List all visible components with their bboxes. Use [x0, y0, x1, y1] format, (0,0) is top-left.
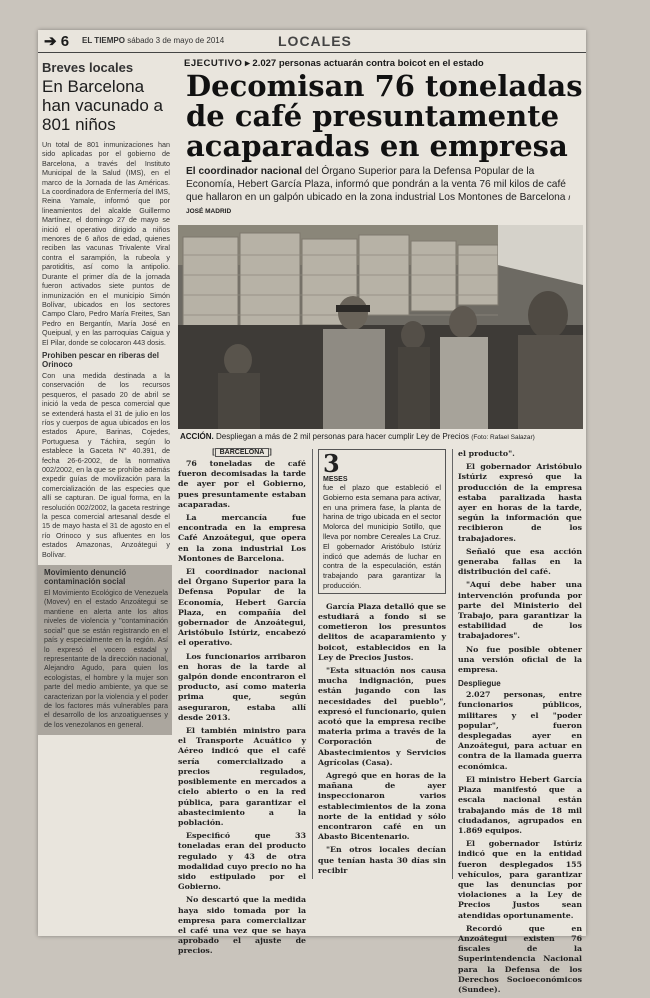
col1-p6: Especificó que 33 toneladas eran del producto regulado y 43 de otra modalidad cuyo precio no ha sido estipulado por el Gobierno.	[178, 831, 306, 892]
location-tag: [ BARCELONA ]	[212, 449, 272, 456]
deck-text: del Órgano Superior para la Defensa Popular de la Economía, Hebert García Plaza, informó que pondrán a la venta 76 mil kilos de café que hallaron en un galpón ubicado en la zona industrial Los Montones de Barcelona	[186, 166, 566, 203]
article-photo	[178, 225, 583, 429]
col3b-p4: Recordó que en Anzoátegui existen 76 fiscales de la Superintendencia Nacional para la Defensa de los Derechos Socioeconómicos (Sundee).	[458, 923, 582, 994]
body-column-2	[318, 449, 446, 879]
col2-p2: "Esta situación nos causa mucha indignación, pues están jugando con las necesidades del pueblo", expresó el funcionario, quien acotó que la empresa recibe materia prima a través de la Corporación de Abastecimientos y Servicios Agrícolas (Casa).	[318, 665, 446, 767]
col1-p4: Los funcionarios arribaron en horas de la tarde al galpón donde encontraron el producto, así como materia prima que, según aseguraron, estaba allí desde 2013.	[178, 651, 306, 722]
section-name: LOCALES	[278, 33, 352, 49]
col3-p1: el producto".	[458, 449, 515, 458]
caption-credit: (Foto: Rafael Salazar)	[471, 434, 535, 441]
briefs-column	[38, 54, 172, 934]
deck	[186, 165, 583, 217]
page-number: ➔ 6	[44, 33, 70, 50]
col3b-p3: El gobernador Istúriz indicó que en la entidad fueron desplegados 155 vehículos, para garantizar que las denuncias por violaciones a la Ley de Precios Justos sean atendidas oportunamente.	[458, 839, 582, 920]
briefs-heading: Breves locales	[42, 60, 134, 75]
col2-p1: García Plaza detalló que se estudiará a fondo si se cometieron los presuntos delitos de acaparamiento y boicot, establecidos en la Ley de Precios Justos.	[318, 601, 446, 662]
stat-number: 3	[323, 449, 340, 478]
brief-lead-title: En Barcelona han vacunado a 801 niños	[42, 77, 163, 134]
publication-name: EL TIEMPO	[82, 36, 125, 45]
deck-lead: El coordinador nacional	[186, 166, 303, 177]
body-column-1	[178, 449, 306, 960]
col3b-p1: 2.027 personas, entre funcionarios públicos, militares y el "poder popular", fueron desplegadas ayer en Anzoátegui, para actuar en contra de la llamada guerra económica.	[458, 690, 582, 771]
col2-p4: "En otros locales decían que tenían hasta 30 días sin recibir	[318, 845, 446, 875]
col3-p2: El gobernador Aristóbulo Istúriz expresó que la producción de la empresa estaba paralizada hasta ayer en horas de la tarde, según la información que recibieron de los trabajadores.	[458, 462, 582, 543]
byline: / JOSÉ MADRID	[186, 195, 571, 215]
caption-text: Despliegan a más de 2 mil personas para hacer cumplir Ley de Precios	[216, 432, 470, 441]
photo-caption	[180, 432, 581, 443]
stat-unit: MESES	[323, 476, 348, 483]
body-column-3	[458, 449, 582, 998]
photo-warehouse-inspection	[178, 225, 583, 429]
brief-lead-body: Un total de 801 inmunizaciones han sido aplicadas por el gobierno de Barcelona, a través del Instituto Municipal de la Salud (IMS), en el marco de la Jornada de las Américas. La coordinadora de Enfermería del IMS, Reina Yamale, informó que por lineamientos del alcalde Guillermo Martínez, el domingo 27 de mayo se inició el operativo dirigido a niños menores de 6 años de edad, quienes reciben las vacunas Trivalente Viral contra el sarampión, la rubeola y parotiditis, así como la antipolio. Durante el primer día de la jornada fueron activados siete puntos de inmunización en el municipio Simón Bolívar, ubicados en los sectores Campo Claro, Pedro María Freites, San Pedro en Bergantín, María José en Queipual, y en las parroquias Caigua y El Pilar, donde se colocaron 443 dosis.	[42, 140, 170, 347]
headline: Decomisan 76 toneladas de café presuntamente acaparadas en empresa	[186, 69, 583, 163]
newspaper-page	[38, 30, 586, 994]
stat-text: fue el plazo que estableció el Gobierno esta semana para activar, en una primera fase, la planta de harina de trigo ubicada en el sector Molorca del municipio Sotillo, que lleva por nombre Cereales La Cruz. El gobernador Aristóbulo Istúriz indicó que además de luchar en contra de la especulación, están trabajando para garantizar la producción.	[323, 483, 441, 590]
brief-3-box	[38, 565, 172, 735]
col3-p4: "Aquí debe haber una intervención profunda por parte del Ministerio del Trabajo, para garantizar la estabilidad de los trabajadores".	[458, 580, 582, 641]
col1-p7: No descartó que la medida haya sido tomada por la empresa para comercializar el café una vez que se haya aprobado el ajuste de precios.	[178, 895, 306, 956]
article-body	[178, 449, 583, 994]
kicker-label: EJECUTIVO	[184, 58, 243, 69]
stat-box	[318, 449, 446, 594]
kicker	[184, 58, 583, 69]
col1-p5: El también ministro para el Transporte Acuático y Aéreo indicó que el café sería comercializado a precios regulados, posiblemente en mercados a cielo abierto o en la red pública, para garantizar el abastecimiento a la población.	[178, 726, 306, 827]
brief-2-body: Con una medida destinada a la conservación de los recursos pesqueros, el pasado 20 de abril se inició la veda de pesca comercial que se extenderá hasta el 31 de julio en los ríos y cuerpos de agua ubicados en los estados Apure, Barinas, Cojedes, Portuguesa y Táchira, según lo establece la Gaceta N° 40.391, de fecha 26-6-2002, de la normativa 002/2002, en la que se prohíbe además expedir guías de movilización para la comercialización de las especies que allí se capturan. De igual forma, en la resolución 002/2002, la gaceta restringe la pesca comercial artesanal desde el 15 de mayo hasta el 31 de agosto en el río Orinoco y sus afluentes en los estados Amazonas, Anzoátegui y Bolívar.	[42, 370, 170, 559]
col1-p2: La mercancía fue encontrada en la empresa Café Anzoátegui, que opera en la zona industrial Los Montones de Barcelona.	[178, 513, 306, 563]
col1-p3: El coordinador nacional del Órgano Superior para la Defensa Popular de la Economía, Hebert García Plaza, en compañía del gobernador de Anzoátegui, Aristóbulo Istúriz, encabezó el operativo.	[178, 567, 306, 648]
brief-2-title: Prohiben pescar en riberas del Orinoco	[42, 350, 159, 369]
kicker-arrow-icon: ▸	[245, 58, 253, 69]
page-header	[38, 30, 586, 53]
brief-3-title: Movimiento denunció contaminación social	[44, 568, 127, 587]
publication-date: sábado 3 de mayo de 2014	[127, 36, 225, 45]
main-article	[178, 54, 583, 994]
caption-label: ACCIÓN.	[180, 432, 214, 441]
col3-p3: Señaló que esa acción generaba fallas en la distribución del café.	[458, 546, 582, 577]
col3b-p2: El ministro Hebert García Plaza manifestó que a escala nacional están trabajando más de 18 mil ciudadanos, agrupados en 1.869 equipos.	[458, 774, 582, 835]
col1-p1: 76 toneladas de café fueron decomisadas la tarde de ayer por el Gobierno, pues presuntamente estaban acaparadas.	[178, 459, 306, 509]
publication-info	[82, 36, 224, 45]
column-divider	[312, 449, 313, 879]
kicker-text: 2.027 personas actuarán contra boicot en el estado	[252, 58, 484, 69]
brief-3-body: El Movimiento Ecológico de Venezuela (Movev) en el estado Anzoátegui se mantiene en alerta ante los altos niveles de violencia y "contaminación social" que se están registrando en el país y especialmente en la región. Así lo expresó el vocero estadal y representante de la dirección nacional, Alejandro Agudo, para quien los ecologistas, el hombre y la mujer son parte del medio ambiente, ya que se caracterizan por la violencia y el poder de los factores más vulnerables para el desarrollo de los anzoatiguenses y de los venezolanos en general.	[44, 588, 168, 729]
col3-subhead: Despliegue	[458, 679, 501, 689]
col2-p3: Agregó que en horas de la mañana de ayer inspeccionaron varios establecimientos de la zona norte de la entidad y sólo encontraron café en un Abasto Bicentenario.	[318, 771, 446, 842]
col3-p5: No fue posible obtener una versión oficial de la empresa.	[458, 644, 582, 675]
column-divider	[452, 449, 453, 879]
